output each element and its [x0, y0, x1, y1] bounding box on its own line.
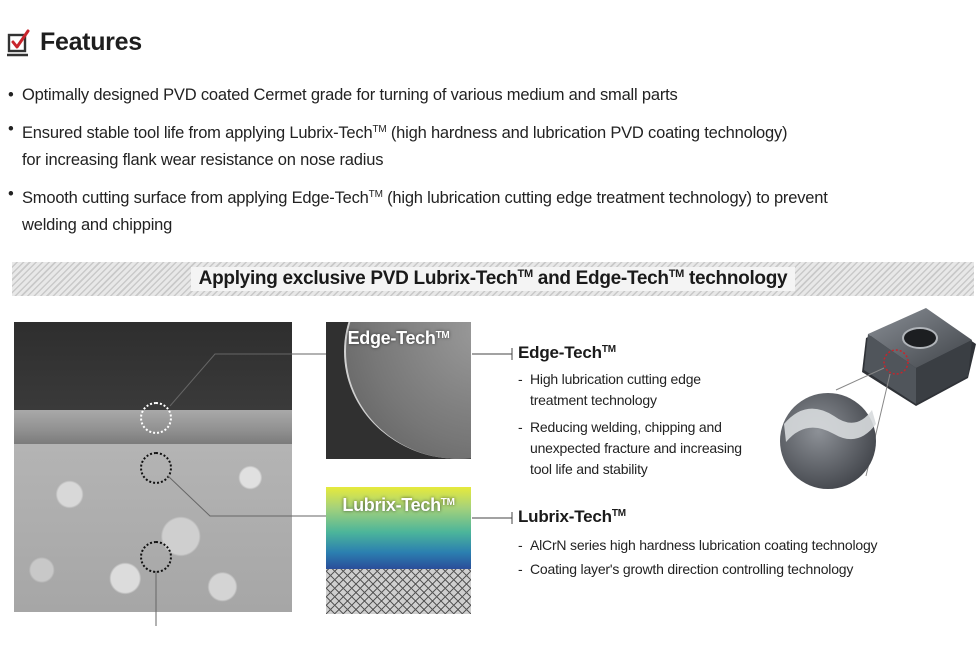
checkbox-icon	[6, 29, 32, 57]
edge-tech-photo-label	[326, 328, 471, 349]
list-item	[8, 116, 968, 174]
technology-banner	[12, 262, 974, 296]
bullet-text: Smooth cutting surface from applying Edge-Tech	[22, 189, 369, 207]
list-item: - Reducing welding, chipping and unexpected fracture and increasing tool life and stability	[518, 417, 758, 480]
list-item	[8, 82, 968, 109]
zoom-circle	[780, 393, 876, 489]
lubrix-tech-photo	[326, 487, 471, 614]
lubrix-tech-title	[518, 507, 898, 527]
trademark: TM	[435, 330, 450, 341]
features-header	[6, 28, 142, 57]
banner-title	[191, 267, 796, 291]
list-item: - High lubrication cutting edge treatment technology	[518, 369, 758, 411]
substrate-hatch	[326, 569, 471, 614]
bullet-text: Ensured stable tool life from applying Lubrix-Tech	[22, 124, 373, 142]
trademark: TM	[517, 268, 533, 280]
insert-body	[862, 308, 976, 406]
trademark: TM	[668, 268, 684, 280]
trademark: TM	[372, 124, 387, 135]
list-item: - Coating layer's growth direction controlling technology	[518, 559, 898, 580]
trademark: TM	[611, 508, 626, 519]
bullet-text-line2: for increasing flank wear resistance on nose radius	[22, 151, 384, 169]
photo-label-text: Edge-Tech	[347, 328, 436, 348]
lubrix-tech-photo-label	[326, 495, 471, 516]
edge-tech-photo	[326, 322, 471, 459]
lubrix-tech-description	[518, 507, 898, 580]
bullet-text-line2: welding and chipping	[22, 216, 173, 234]
trademark: TM	[368, 189, 383, 200]
cutting-insert-image	[776, 306, 976, 498]
banner-text-part: Applying exclusive PVD Lubrix-Tech	[198, 268, 518, 289]
banner-text-part: technology	[683, 268, 788, 289]
page-title: Features	[40, 28, 142, 56]
trademark: TM	[440, 497, 455, 508]
micro-background	[14, 322, 292, 410]
trademark: TM	[601, 344, 616, 355]
microstructure-image	[14, 322, 292, 612]
bullet-text: (high hardness and lubrication PVD coating technology)	[386, 124, 788, 142]
highlight-circle	[140, 452, 172, 484]
list-item: - AlCrN series high hardness lubrication coating technology	[518, 535, 898, 556]
feature-list	[8, 82, 968, 246]
list-item	[8, 181, 968, 239]
bullet-text: Optimally designed PVD coated Cermet grade for turning of various medium and small parts	[22, 86, 678, 104]
bullet-text: (high lubrication cutting edge treatment technology) to prevent	[382, 189, 828, 207]
title-text: Lubrix-Tech	[518, 507, 612, 526]
highlight-circle	[140, 402, 172, 434]
highlight-circle	[140, 541, 172, 573]
photo-label-text: Lubrix-Tech	[342, 495, 441, 515]
title-text: Edge-Tech	[518, 343, 602, 362]
banner-text-part: and Edge-Tech	[532, 268, 669, 289]
